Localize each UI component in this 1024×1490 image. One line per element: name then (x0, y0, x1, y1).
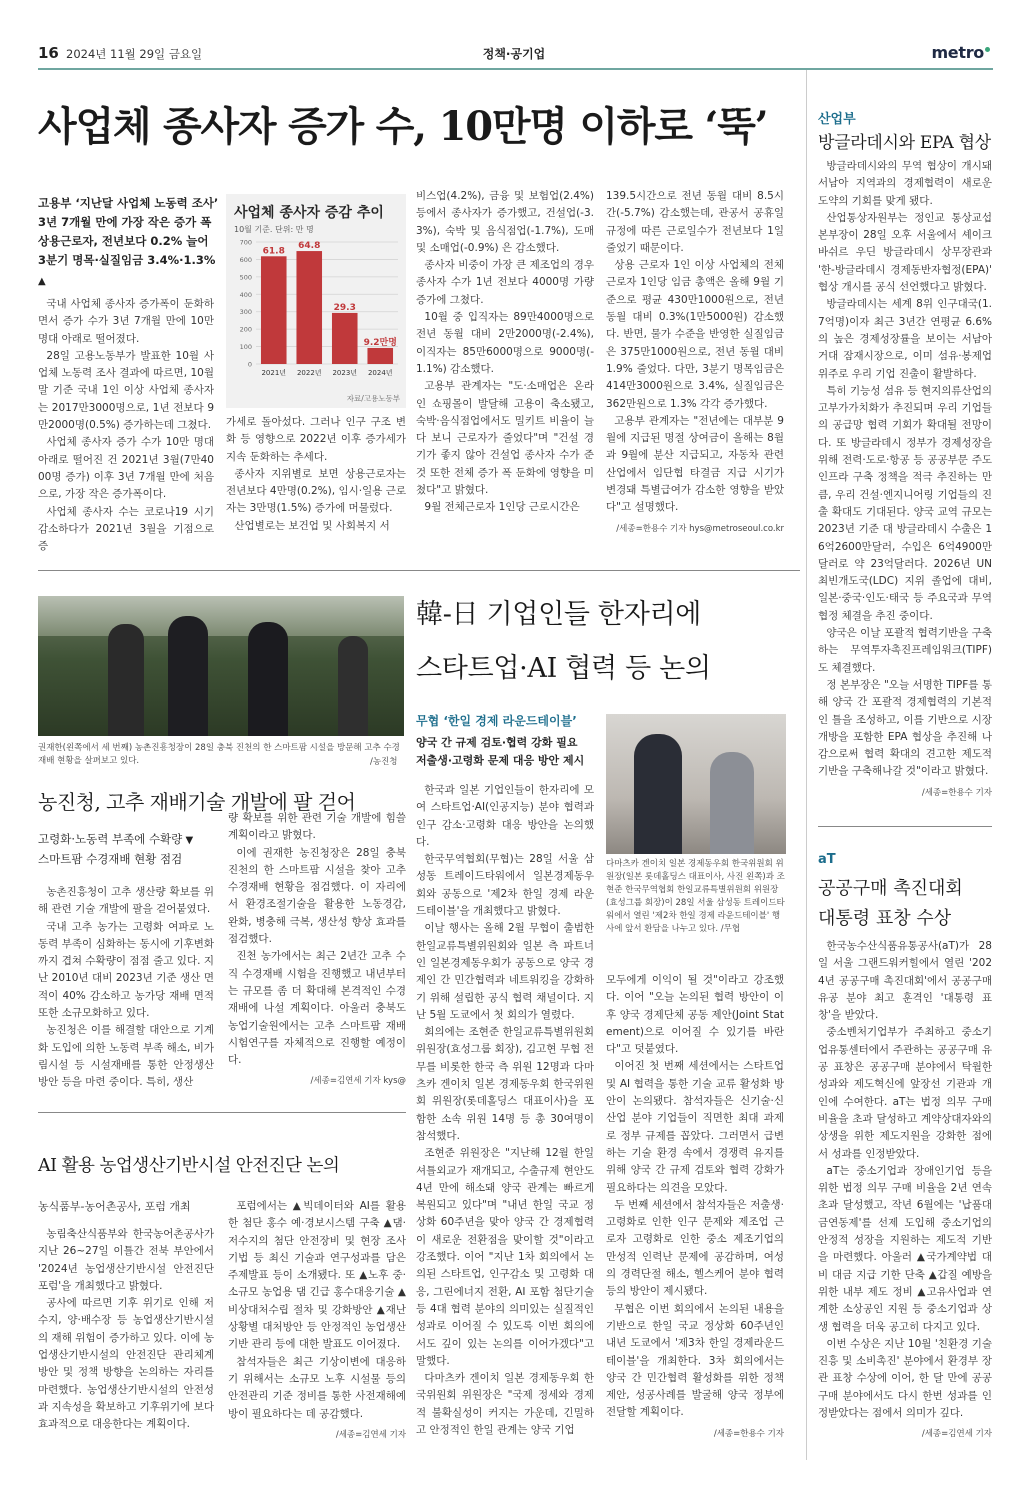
chart-bar (296, 251, 322, 364)
lead-subhead: 상용근로자, 전년보다 0.2% 늘어 (38, 234, 209, 248)
lead-subhead: 3분기 명목·실질임금 3.4%·1.3% ▲ (38, 253, 216, 287)
pepper-subhead: 스마트팜 수경재배 현황 점검 (38, 852, 183, 866)
chart-plot (226, 234, 406, 394)
person-figure (168, 616, 208, 736)
kj-subhead: 저출생·고령화 문제 대응 방안 제시 (416, 754, 585, 767)
person-figure (248, 622, 288, 736)
paragraph: 국내 고추 농가는 고령화 여파로 노동력 부족이 심화하는 동시에 기후변화까지 겹쳐 수확량이 점점 줄고 있다. 지난 2010년 대비 2023년 기준 생산 면적이 40% 감소하고 농가당 재배 면적 또한 소규모화하고 있다. (38, 920, 214, 1020)
person-figure (338, 636, 368, 736)
kj-column-2 (606, 972, 784, 1443)
x-tick-label: 2022년 (296, 369, 322, 377)
section-name: 정책·공기업 (482, 47, 546, 61)
paragraph: 량 확보를 위한 관련 기술 개발에 힘쓸 계획이라고 밝혔다. (228, 812, 406, 842)
at-headline-2: 대통령 표창 수상 (818, 908, 952, 929)
bangladesh-byline: /세종=한용수 기자 (921, 787, 992, 798)
person-figure (710, 752, 754, 854)
lead-byline: /세종=한용수 기자 hys@metroseoul.co.kr (616, 523, 784, 534)
ai-farm-column-2 (228, 1198, 406, 1444)
paragraph: 139.5시간으로 전년 동월 대비 8.5시간(-5.7%) 감소했는데, 관공서 공휴일 규정에 따른 근로일수가 전년보다 1일 줄었기 때문이다. (606, 190, 784, 254)
person-figure (634, 734, 682, 854)
down-arrow-icon: ▼ (182, 835, 194, 846)
paragraph: 농림축산식품부와 한국농어촌공사가 지난 26~27일 이틀간 전북 부안에서 '2024년 농업생산기반시설 안전진단 포럼'을 개최했다고 밝혔다. (38, 1228, 214, 1292)
ai-farm-subhead: 농식품부-농어촌공사, 포럼 개최 (38, 1200, 191, 1213)
paragraph: 산업통상자원부는 정인교 통상교섭본부장이 28일 오후 서울에서 셰이크 바쉬르 우딘 방글라데시 상무장관과 '한-방글라데시 경제동반자협정(EPA)' 협상 개시를 공식 선언했다고 밝혔다. (818, 211, 992, 294)
paragraph: 참석자들은 최근 기상이변에 대응하기 위해서는 소규모 노후 시설물 등의 안전관리 기준 정비를 통한 사전재해예방이 필요하다는 데 공감했다. (228, 1355, 406, 1420)
paragraph: 상용 근로자 1인 이상 사업체의 전체 근로자 1인당 임금 총액은 올해 9월 기준으로 평균 430만1000원으로, 전년 동월 대비 0.3%(1만5000원) 감소했다. 반면, 물가 수준을 반영한 실질임금은 375만1000원으로, 전년 동월 대비 1.9% 줄었다. 다만, 3분기 명목임금은 414만3000원으로 3.4%, 실질임금은 362만원으로 1.3% 각각 증가했다. (606, 259, 784, 410)
kj-headline-2: 스타트업·AI 협력 등 논의 (416, 653, 711, 684)
bar-value-label: 9.2만명 (363, 337, 397, 348)
paragraph: 9월 전체근로자 1인당 근로시간은 (424, 501, 580, 514)
kj-photo-credit: /무협 (720, 924, 741, 934)
chart-bar (367, 348, 393, 364)
at-headline-1: 공공구매 촉진대회 (818, 878, 963, 899)
section-divider (38, 570, 800, 571)
at-byline: /세종=김연세 기자 (921, 1429, 992, 1440)
at-kicker: aT (818, 852, 836, 867)
lead-column-2 (226, 414, 406, 535)
paragraph: 이에 권재한 농진청장은 28일 충북 진천의 한 스마트팜 시설을 찾아 고추 수경재배 현황을 점검했다. 이 자리에서 환경조절기술을 활용한 노동경감, 완화, 병충해 극복, 생산성 향상 효과를 점검했다. (228, 846, 406, 946)
paragraph: 조현준 위원장은 "지난해 12월 한일 셔틀외교가 재개되고, 수출규제 현안도 4년 만에 해소돼 양국 관계는 빠르게 복원되고 있다"며 "내년 한일 국교 정상화 60주년을 맞아 양국 간 경제협력이 새로운 전환점을 맞이할 것"이라고 강조했다. 이어 "지난 1차 회의에서 논의된 스타트업, 인구감소 및 고령화 대응, 그린에너지 전환, AI 포함 첨단기술 등 4대 협력 분야의 의미있는 실질적인 성과로 이어질 수 있도록 이번 회의에서도 깊이 있는 논의를 이어가겠다"고 말했다. (416, 1147, 594, 1367)
kj-subhead: 양국 간 규제 검토·협력 강화 필요 (416, 736, 578, 749)
kj-photo-caption: 다마츠카 겐이치 일본 경제동우회 한국위원회 위원장(일본 롯데홀딩스 대표이사, 사진 왼쪽)과 조현준 한국무역협회 한일교류특별위원회 위원장(효성그룹 회장)이 28일 서울 삼성동 트레이드타워에서 열린 '제2차 한일 경제 라운드테이블' 행사에 앞서 환담을 나누고 있다. /무협 (606, 859, 785, 934)
paragraph: 종사자 비중이 가장 큰 제조업의 경우 종사자 수가 1년 전보다 4000명 가량 증가에 그쳤다. (416, 259, 594, 306)
bar-value-label: 61.8 (262, 246, 285, 257)
bar-value-label: 64.8 (298, 241, 321, 252)
chart-bar (261, 256, 287, 364)
paragraph: 무협은 이번 회의에서 논의된 내용을 기반으로 한일 국교 정상화 60주년인 내년 도쿄에서 '제3차 한일 경제라운드테이블'을 개최한다. 3차 회의에서는 양국 간 민간협력 활성화를 위한 정책제안, 성공사례를 발굴해 양국 정부에 전달할 계획이다. (606, 1302, 784, 1419)
paragraph: 한국무역협회(무협)는 28일 서울 삼성동 트레이드타워에서 일본경제동우회와 공동으로 '제2차 한일 경제 라운드테이블'을 개최했다고 밝혔다. (416, 853, 594, 918)
paragraph: 모두에게 이익이 될 것"이라고 강조했다. 이어 "오늘 논의된 협력 방안이 이후 양국 경제단체 공동 제안(Joint Statement)으로 이어질 수 있기를 바란다"고 덧붙였다. (606, 974, 784, 1056)
x-tick-label: 2024년 (367, 369, 393, 377)
lead-subhead: 3년 7개월 만에 가장 작은 증가 폭 (38, 215, 212, 229)
at-body (818, 938, 992, 1444)
paragraph: 공사에 따르면 기후 위기로 인해 저수지, 양·배수장 등 농업생산기반시설의 재해 위험이 증가하고 있다. 이에 농업생산기반시설의 안전진단 관리체계 방안 및 정책 방향을 논의하는 자리를 마련했다. 농업생산기반시설의 안전성과 지속성을 확보하고 기후위기에 보다 효과적으로 대응한다는 계획이다. (38, 1297, 214, 1431)
employment-chart (226, 194, 406, 408)
chart-bar (332, 313, 358, 364)
lead-column-1 (38, 296, 214, 555)
bangladesh-body (818, 158, 992, 802)
paragraph: 가세로 돌아섰다. 그러나 인구 구조 변화 등 영향으로 2022년 이후 증가세가 지속 둔화하는 추세다. (226, 416, 406, 463)
y-tick-label: 400 (239, 290, 252, 299)
y-tick-label: 300 (239, 308, 252, 317)
paragraph: 종사자 지위별로 보면 상용근로자는 전년보다 4만명(0.2%), 임시·일용 근로자는 3만명(1.5%) 증가에 머물렀다. (226, 467, 406, 515)
pepper-byline: /세종=김연세 기자 kys@ (310, 1076, 406, 1087)
kj-kicker: 무협 ‘한일 경제 라운드테이블’ (416, 714, 577, 728)
photo-caption: 권재한(왼쪽에서 세 번째) 농촌진흥청장이 28일 충북 진천의 한 스마트팜 시설을 방문해 고추 수경재배 현황을 살펴보고 있다. (38, 743, 400, 766)
paragraph: 방글라데시는 세계 8위 인구대국(1.7억명)이자 최근 3년간 연평균 6.6%의 높은 경제성장률을 보이는 서남아 거대 잠재시장으로, 이미 섬유·봉제업 위주로 우리 기업 진출이 활발하다. (818, 298, 992, 380)
pepper-headline: 농진청, 고추 재배기술 개발에 팔 걷어 (38, 790, 356, 814)
metro-logo: metro (931, 43, 990, 62)
paragraph: 고용부 관계자는 "도·소매업은 온라인 쇼핑몰이 발달해 고용이 축소됐고, 숙박·음식점업에서도 밀키트 비율이 늘다 보니 근로자가 줄었다"며 "건설 경기가 좋지 않아 건설업 종사자 수가 준 것 또한 전체 증가 폭 둔화에 영향을 미쳤다"고 밝혔다. (416, 380, 594, 497)
y-tick-label: 500 (239, 273, 252, 282)
x-tick-label: 2023년 (332, 369, 358, 377)
y-tick-label: 200 (239, 325, 252, 334)
lead-column-4 (606, 188, 784, 538)
paragraph: aT는 중소기업과 장애인기업 등을 위한 법정 의무 구매 비율을 2년 연속 초과 달성했고, 작년 6월에는 '납품대금연동제'를 선제 도입해 중소기업의 안정적 성장을 지원하는 제도적 기반을 마련했다. 아울러 ▲국가계약법 대비 대금 지급 기한 단축 ▲갑질 예방을 위한 내부 제도 정비 ▲고유사업과 연계한 소상공인 지원 등 중소기업과 상생 협력을 더욱 공고히 다지고 있다. (818, 1164, 992, 1333)
paragraph: 정 본부장은 "오늘 서명한 TIPF를 통해 양국 간 포괄적 경제협력의 기본적인 틀을 조성하고, 이를 기반으로 시장개방을 포함한 EPA 협상을 추진해 나감으로써 협력 확대의 견고한 제도적 기반을 구축해나갈 것"이라고 밝혔다. (818, 678, 992, 778)
pepper-subheads (38, 830, 218, 869)
lead-headline: 사업체 종사자 증가 수, 10만명 이하로 ‘뚝’ (38, 103, 768, 150)
page-number: 16 (38, 44, 59, 62)
paragraph: 방글라데시와의 무역 협상이 개시돼 서남아 지역과의 경제협력이 새로운 도약의 기회를 맞게 됐다. (818, 160, 992, 207)
paragraph: 다마츠카 겐이치 일본 경제동우회 한국위원회 위원장은 "국제 정세와 경제적 불확실성이 커지는 가운데, 긴밀하고 안정적인 한일 관계는 양국 기업 (416, 1372, 594, 1436)
ai-farm-headline: AI 활용 농업생산기반시설 안전진단 논의 (38, 1156, 340, 1176)
pepper-column-1 (38, 884, 214, 1092)
paragraph: 비스업(4.2%), 금융 및 보험업(2.4%) 등에서 종사자가 증가했고, 건설업(-3.3%), 숙박 및 음식점업(-1.7%), 도매 및 소매업(-0.9%) 은 감소했다. (416, 190, 594, 254)
paragraph: 회의에는 조현준 한일교류특별위원회 위원장(효성그룹 회장), 김고현 무협 전무를 비롯한 한국 측 위원 12명과 다마츠카 겐이치 일본 경제동우회 한국위원회 위원장(롯데홀딩스 대표이사)을 포함한 소속 위원 14명 등 총 30여명이 참석했다. (416, 1026, 594, 1142)
smartfarm-photo (38, 596, 404, 736)
paragraph: 두 번째 세션에서 참석자들은 저출생·고령화로 인한 인구 문제와 제조업 근로자 고령화로 인한 중소 제조기업의 만성적 인력난 문제에 공감하며, 여성의 경력단절 해소, 헬스케어 분야 협력 등의 방안이 제시됐다. (606, 1198, 784, 1298)
pepper-subhead: 고령화·노동력 부족에 수확량 ▼ (38, 832, 194, 846)
ai-farm-column-1 (38, 1226, 214, 1434)
pepper-column-2 (228, 810, 406, 1091)
kj-byline: /세종=한용수 기자 (713, 1428, 784, 1439)
photo-credit: /농진청 (370, 757, 398, 767)
y-tick-label: 0 (247, 360, 252, 369)
y-tick-label: 600 (239, 255, 252, 264)
ai-farm-byline: /세종=김연세 기자 (335, 1429, 406, 1440)
lead-subhead: 고용부 ‘지난달 사업체 노동력 조사’ (38, 196, 219, 210)
chart-title: 사업체 종사자 증감 추이 (234, 205, 384, 221)
y-tick-label: 100 (239, 343, 252, 352)
paragraph: 한국농수산식품유통공사(aT)가 28일 서울 그랜드워커힐에서 열린 '2024년 공공구매 촉진대회'에서 공공구매 유공 분야 최고 훈격인 '대통령 표창'을 받았다. (818, 940, 992, 1022)
kj-subheads (416, 734, 596, 770)
paragraph: 이어진 첫 번째 세션에서는 스타트업 및 AI 협력을 통한 기술 교류 활성화 방안이 논의됐다. 참석자들은 신기술·신산업 분야 기업들이 직면한 최대 과제로 정부 규제를 꼽았다. 그러면서 급변하는 기술 환경 속에서 경쟁력 유지를 위해 양국 간 규제 검토와 협력 강화가 필요하다는 의견을 모았다. (606, 1060, 784, 1194)
bangladesh-headline: 방글라데시와 EPA 협상 (818, 133, 991, 153)
sidebar-divider (818, 826, 992, 827)
person-figure (108, 624, 144, 736)
chart-source: 자료/고용노동부 (346, 394, 400, 403)
paragraph: 농촌진흥청이 고추 생산량 확보를 위해 관련 기술 개발에 팔을 걷어붙였다. (38, 886, 214, 916)
kj-headline-1: 韓-日 기업인들 한자리에 (416, 599, 702, 630)
page-date: 2024년 11월 29일 금요일 (66, 47, 203, 61)
paragraph: 농진청은 이를 해결할 대안으로 기계화 도입에 의한 노동력 부족 해소, 비가림시설 등 시설재배를 통한 안정생산 방안 등을 마련 중이다. 특히, 생산 (38, 1024, 214, 1089)
paragraph: 산업별로는 보건업 및 사회복지 서 (234, 519, 390, 532)
section-divider (38, 1112, 406, 1113)
paragraph: 중소벤처기업부가 주최하고 중소기업유통센터에서 주관하는 공공구매 유공 표창은 공공구매 분야에서 탁월한 성과와 제도혁신에 앞장선 기관과 개인에 수여한다. aT는 법정 의무 구매 비율을 초과 달성하고 계약상대자와의 상생을 위한 제도지원을 강화한 점에서 성과를 인정받았다. (818, 1026, 992, 1160)
paragraph: 사업체 종사자 수는 코로나19 시기 감소하다가 2021년 3월을 기점으로 증 (38, 505, 214, 553)
sidebar-border (806, 70, 807, 1460)
lead-column-3 (416, 188, 594, 517)
bangladesh-kicker: 산업부 (818, 112, 856, 127)
paragraph: 진천 농가에서는 최근 2년간 고추 수직 수경재배 시험을 진행했고 내년부터는 규모를 좀 더 확대해 본격적인 수경재배에 나설 계획이다. 아울러 충북도농업기술원에서는 고추 스마트팜 재배 시험연구를 자체적으로 진행할 예정이다. (228, 950, 406, 1067)
paragraph: 포럼에서는 ▲빅데이터와 AI를 활용한 첨단 홍수 예·경보시스템 구축 ▲댐·저수지의 첨단 안전장비 및 현장 조사 기법 등 최신 기술과 연구성과를 담은 주제발표 등이 소개됐다. 또 ▲노후 중·소규모 농업용 댐 긴급 홍수대응기술 ▲비상대처수립 절차 및 강화방안 ▲재난 상황별 대처방안 등 안정적인 농업생산기반 관리 등에 대한 발표도 이어졌다. (228, 1200, 406, 1351)
paragraph: 고용부 관계자는 "전년에는 대부분 9월에 지급된 명절 상여금이 올해는 8월과 9월에 분산 지급되고, 자동차 관련 산업에서 임단협 타결금 지급 시기가 변경돼 특별급여가 감소한 영향을 받았다"고 설명했다. (606, 414, 784, 514)
up-arrow-icon: ▲ (38, 276, 46, 287)
logo-dot-icon (985, 47, 990, 52)
lead-subheads (38, 194, 220, 291)
paragraph: 10월 중 입직자는 89만4000명으로 전년 동월 대비 2만2000명(-2.4%), 이직자는 85만6000명으로 9000명(-1.1%) 감소했다. (416, 311, 594, 375)
kj-photo (606, 714, 786, 854)
paragraph: 사업체 종사자 증가 수가 10만 명대 아래로 떨어진 건 2021년 3월(7만4000명 증가) 이후 3년 7개월 만에 처음으로, 가장 작은 증가폭이다. (38, 436, 214, 501)
chart-subtitle: 10월 기준. 단위: 만 명 (234, 225, 314, 234)
paragraph: 양국은 이날 포괄적 협력기반을 구축하는 무역투자촉진프레임워크(TIPF)도 체결했다. (818, 627, 992, 674)
bar-value-label: 29.3 (333, 302, 356, 313)
y-tick-label: 700 (239, 238, 252, 247)
paragraph: 이번 수상은 지난 10월 '친환경 기술 진흥 및 소비촉진' 분야에서 환경부 장관 표창 수상에 이어, 한 달 만에 공공구매 분야에서도 다시 한번 성과를 인정받았다는 점에서 의미가 깊다. (818, 1337, 992, 1420)
paragraph: 특히 기능성 섬유 등 현지의류산업의 고부가가치화가 추진되며 우리 기업들의 공급망 협력 기회가 확대될 전망이다. 또 방글라데시 정부가 경제성장을 위해 전력·도로·항공 등 공공부문 주도 인프라 구축 정책을 적극 추진하는 만큼, 우리 건설·엔지니어링 기업들의 진출 확대도 기대된다. 양국 교역 규모는 2023년 기준 대 방글라데시 수출은 16억2600만달러, 수입은 6억4900만달러로 약 23억달러다. 2026년 UN 최빈개도국(LDC) 지위 졸업에 대비, 일본·중국·인도·태국 등 주요국과 무역협정 체결을 추진 중이다. (818, 384, 992, 622)
paragraph: 한국과 일본 기업인들이 한자리에 모여 스타트업·AI(인공지능) 분야 협력과 인구 감소·고령화 대응 방안을 논의했다. (416, 784, 594, 848)
paragraph: 이날 행사는 올해 2월 무협이 출범한 한일교류특별위원회와 일본 측 파트너인 일본경제동우회가 공동으로 양국 경제인 간 민간협력과 네트워킹을 강화하기 위해 설립한 공식 협력 채널이다. 지난 5월 도쿄에서 첫 회의가 열렸다. (416, 922, 594, 1021)
kj-column-1 (416, 782, 594, 1439)
page-header (38, 44, 990, 66)
header-rule (38, 68, 993, 70)
paragraph: 28일 고용노동부가 발표한 10월 사업체 노동력 조사 결과에 따르면, 10월말 기준 국내 1인 이상 사업체 종사자는 2017만3000명으로, 1년 전보다 9만2000명(0.5%) 증가하는데 그쳤다. (38, 349, 214, 432)
x-tick-label: 2021년 (261, 369, 287, 377)
paragraph: 국내 사업체 종사자 증가폭이 둔화하면서 증가 수가 3년 7개월 만에 10만명대 아래로 떨어졌다. (38, 298, 214, 345)
